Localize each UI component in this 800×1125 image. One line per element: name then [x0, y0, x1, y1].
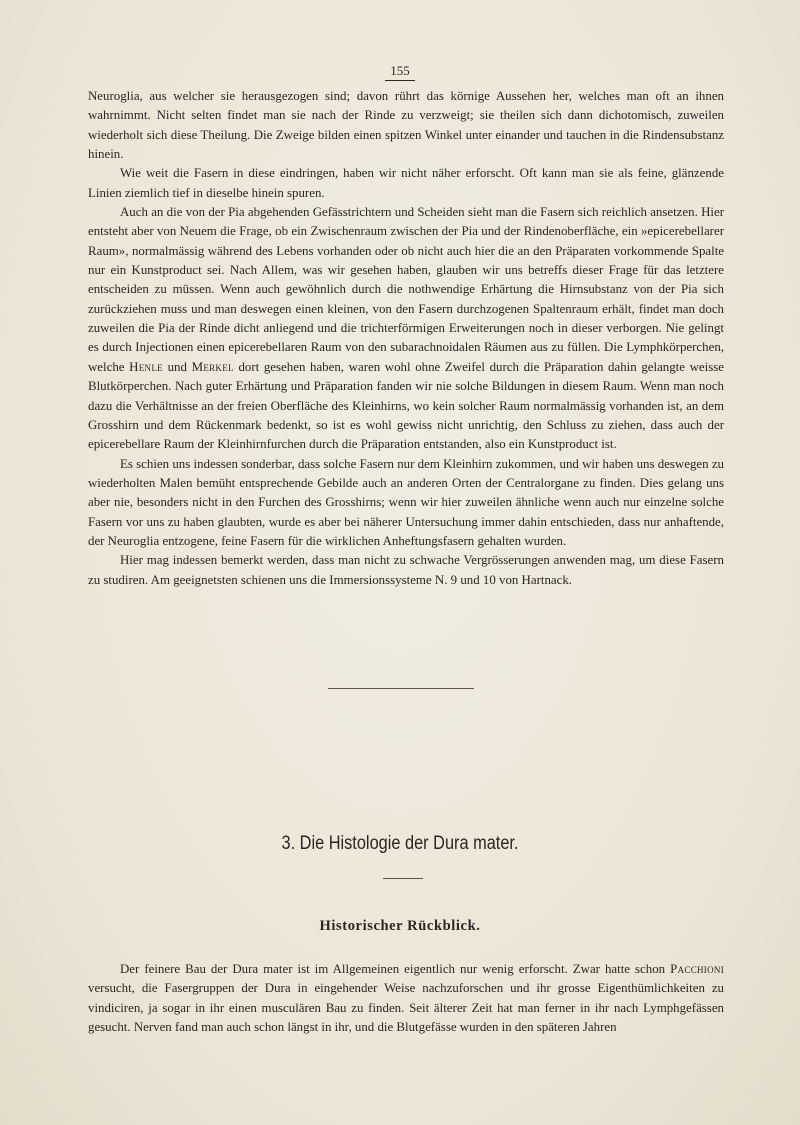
author-name: Henle — [129, 359, 163, 374]
text-run: Wie weit die Fasern in diese eindringen, haben wir nicht näher erforscht. Oft kann man sie als feine, glänzende Linien ziemlich tief in dieselbe hinein spuren. — [88, 166, 724, 200]
text-run: Es schien uns indessen sonderbar, dass solche Fasern nur dem Kleinhirn zukommen, und wir haben uns deswegen zu wiederholten Malen bemüht entsprechende Gebilde auch an anderen Orten der Centralorgane zu finden. Dies gelang uns aber nie, besonders nicht in den Furchen des Grosshirns; wenn wir hier zuweilen ähnliche wenn auch nur einzelne solche Fasern vor uns zu haben glaubten, wurde es aber bei näherer Untersuchung immer dahin entschieden, dass nur anhaftende, der Neuroglia entzogene, feine Fasern für die wirklichen Anheftungsfasern gehalten wurden. — [88, 456, 724, 548]
text-run: dort gesehen haben, waren wohl ohne Zweifel durch die Präparation dahin gelangte weisse Blutkörperchen. Nach guter Erhärtung und Präparation fanden wir nie solche Bildungen in diesem Raum. Wenn man noch dazu die Verhältnisse an der freien Oberfläche des Kleinhirns, wo kein solcher Raum normalmässig vorhanden ist, an dem Grosshirn und dem Rückenmark bedenkt, so ist es wohl gewiss nicht unrichtig, den Schluss zu ziehen, dass auch der epicerebellare Raum der Kleinhirnfurchen durch die Präparation entstanden, also ein Kunstproduct ist. — [88, 359, 724, 452]
page-number: 155 — [0, 63, 800, 81]
text-run: Neuroglia, aus welcher sie herausgezogen sind; davon rührt das körnige Aussehen her, welches man oft an ihnen wahrnimmt. Nicht selten findet man sie nach der Rinde zu verzweigt; sie theilen sich dann dichotomisch, zuweilen wiederholt sich diese Theilung. Die Zweige bilden einen spitzen Winkel unter einander und tauchen in die Rindensubstanz hinein. — [88, 89, 724, 162]
author-name: Merkel — [191, 359, 234, 374]
heading-underline — [383, 878, 423, 879]
paragraph — [88, 203, 724, 454]
text-run: Hier mag indessen bemerkt werden, dass man nicht zu schwache Vergrösserungen anwenden mag, um diese Fasern zu studiren. Am geeignetsten schienen uns die Immersionssysteme N. 9 und 10 von Hartnack. — [88, 553, 724, 587]
body-text-upper — [88, 87, 724, 590]
text-run: Der feinere Bau der Dura mater ist im Allgemeinen eigentlich nur wenig erforscht. Zwar hatte schon — [120, 962, 671, 976]
paragraph — [88, 960, 724, 1037]
author-name: Pacchioni — [670, 962, 724, 976]
paragraph — [88, 87, 724, 164]
section-heading: 3. Die Histologie der Dura mater. — [281, 833, 519, 854]
paragraph — [88, 455, 724, 552]
body-text-lower — [88, 960, 724, 1037]
text-run: versucht, die Fasergruppen der Dura in eingehender Weise nachzuforschen und ihr grosse Eigenthümlichkeiten zu vindiciren, ja sogar in ihr einen musculären Bau zu finden. Seit älterer Zeit hat man ferner in ihr nach Lymphgefässen gesucht. Nerven fand man auch schon längst in ihr, und die Blutgefässe wurden in den späteren Jahren — [88, 981, 724, 1035]
sub-heading: Historischer Rückblick. — [319, 918, 481, 934]
paragraph — [88, 164, 724, 203]
paragraph — [88, 551, 724, 590]
section-divider — [328, 688, 474, 689]
text-run: Auch an die von der Pia abgehenden Gefässtrichtern und Scheiden sieht man die Fasern sich reichlich ansetzen. Hier entsteht aber von Neuem die Frage, ob ein Zwischenraum zwischen der Pia und der Rindenoberfläche, ein »epicerebellarer Raum», normalmässig während des Lebens vorhanden oder ob nicht auch hier die an den Präparaten vorkommende Spalte nur ein Kunstproduct sei. Nach Allem, was wir gesehen haben, glauben wir uns betreffs dieser Frage für das letztere entscheiden zu müssen. Wenn auch gewöhnlich durch die nothwendige Erhärtung die Hirnsubstanz von der Pia sich zurückziehen muss und man deswegen einen kleinen, von den Fasern durchzogenen Spaltenraum erhält, findet man doch zuweilen die Pia der Rinde dicht anliegend und die trichterförmigen Erweiterungen noch in dieser verborgen. Nie gelingt es durch Injectionen einen epicerebellaren Raum von den subarachnoidalen Räumen aus zu füllen. Die Lymphkörperchen, welche — [88, 205, 724, 374]
text-run: und — [162, 359, 192, 374]
